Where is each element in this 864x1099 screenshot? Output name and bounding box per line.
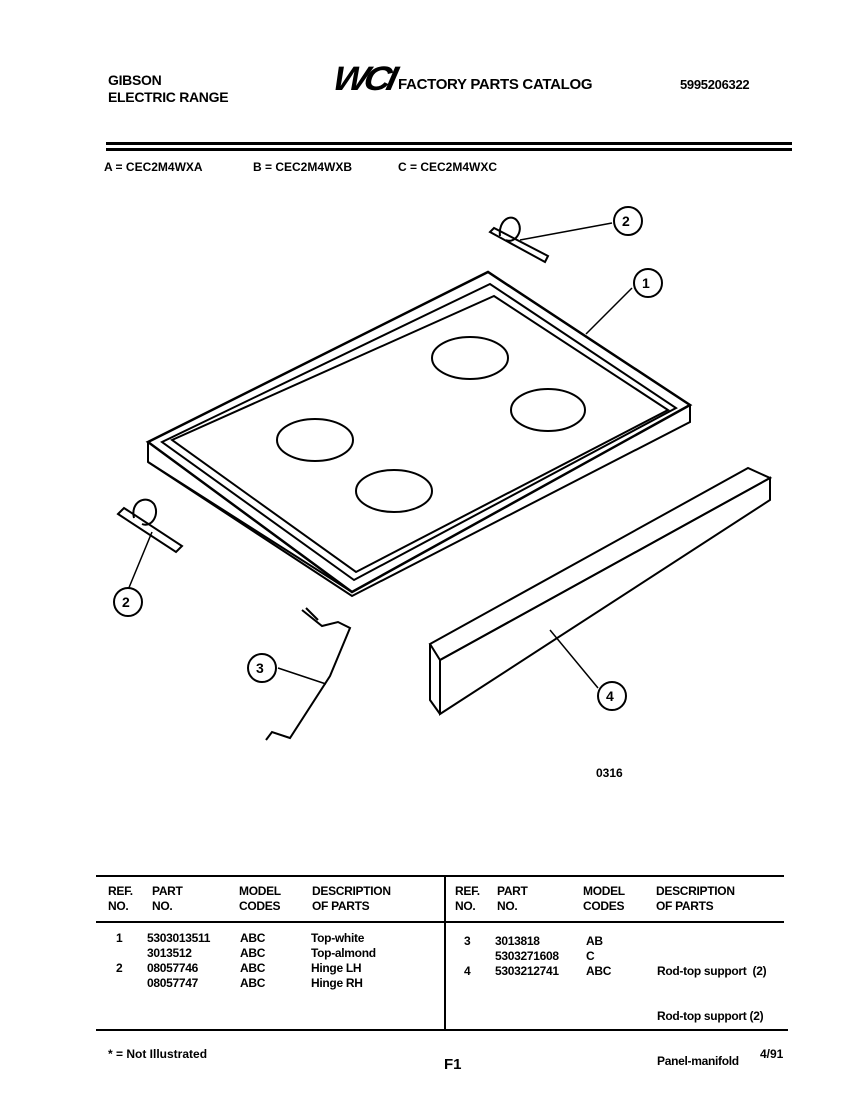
table-row: 5303271608: [495, 949, 559, 963]
header-model: MODEL CODES: [239, 884, 281, 913]
model-c: C = CEC2M4WXC: [398, 160, 498, 174]
table-row: 3013818: [495, 934, 540, 948]
col-part-right: [495, 934, 559, 979]
header-model-right: MODEL CODES: [583, 884, 625, 913]
catalog-number: 5995206322: [680, 77, 750, 92]
col-codes: ABC ABC ABC ABC: [240, 931, 266, 990]
callout-3: 3: [256, 660, 264, 676]
product-label: ELECTRIC RANGE: [108, 89, 229, 105]
header-part-right: PART NO.: [497, 884, 528, 913]
table-row: 08057746: [147, 961, 198, 975]
callout-1: 1: [642, 275, 650, 291]
table-header-rule: [96, 921, 784, 923]
header-ref: REF. NO.: [108, 884, 133, 913]
col-desc: Top-white Top-almond Hinge LH Hinge RH: [311, 931, 376, 990]
table-row: 5303013511: [147, 931, 211, 945]
table-top-rule: [96, 875, 784, 877]
header-desc-right: DESCRIPTION OF PARTS: [656, 884, 735, 913]
callout-2-top: 2: [622, 213, 630, 229]
col-desc-right: Rod-top support (2) Rod-top support (2) Panel-manifold: [657, 964, 767, 1068]
figure-code: 0316: [596, 766, 623, 780]
hinge-rh-part: [490, 218, 548, 262]
callout-4: 4: [606, 688, 614, 704]
col-ref: 1 2: [116, 931, 123, 975]
table-divider: [444, 875, 446, 1030]
table-row: 3013512: [147, 946, 192, 960]
table-row: 5303212741: [495, 964, 559, 978]
revision-date: 4/91: [760, 1047, 784, 1061]
leader-lines: [128, 223, 632, 688]
callout-2-left: 2: [122, 594, 130, 610]
page-number: F1: [444, 1056, 462, 1073]
table-row: 08057747: [147, 976, 198, 990]
header-part: PART NO.: [152, 884, 183, 913]
wci-logo: WCI: [329, 60, 397, 98]
model-a: A = CEC2M4WXA: [104, 160, 203, 174]
brand-label: GIBSON: [108, 72, 162, 88]
catalog-title: FACTORY PARTS CATALOG: [398, 76, 593, 93]
col-codes-right: AB C ABC: [586, 934, 612, 978]
header-desc: DESCRIPTION OF PARTS: [312, 884, 391, 913]
col-part: [147, 931, 210, 991]
not-illustrated-note: * = Not Illustrated: [108, 1047, 208, 1061]
panel-manifold-part: [430, 468, 770, 714]
header-ref-right: REF. NO.: [455, 884, 480, 913]
rod-top-support-part: [266, 608, 350, 740]
model-b: B = CEC2M4WXB: [253, 160, 353, 174]
cooktop-part: [148, 272, 690, 596]
hinge-lh-part: [118, 500, 182, 552]
col-ref-right: 3 4: [464, 934, 471, 978]
